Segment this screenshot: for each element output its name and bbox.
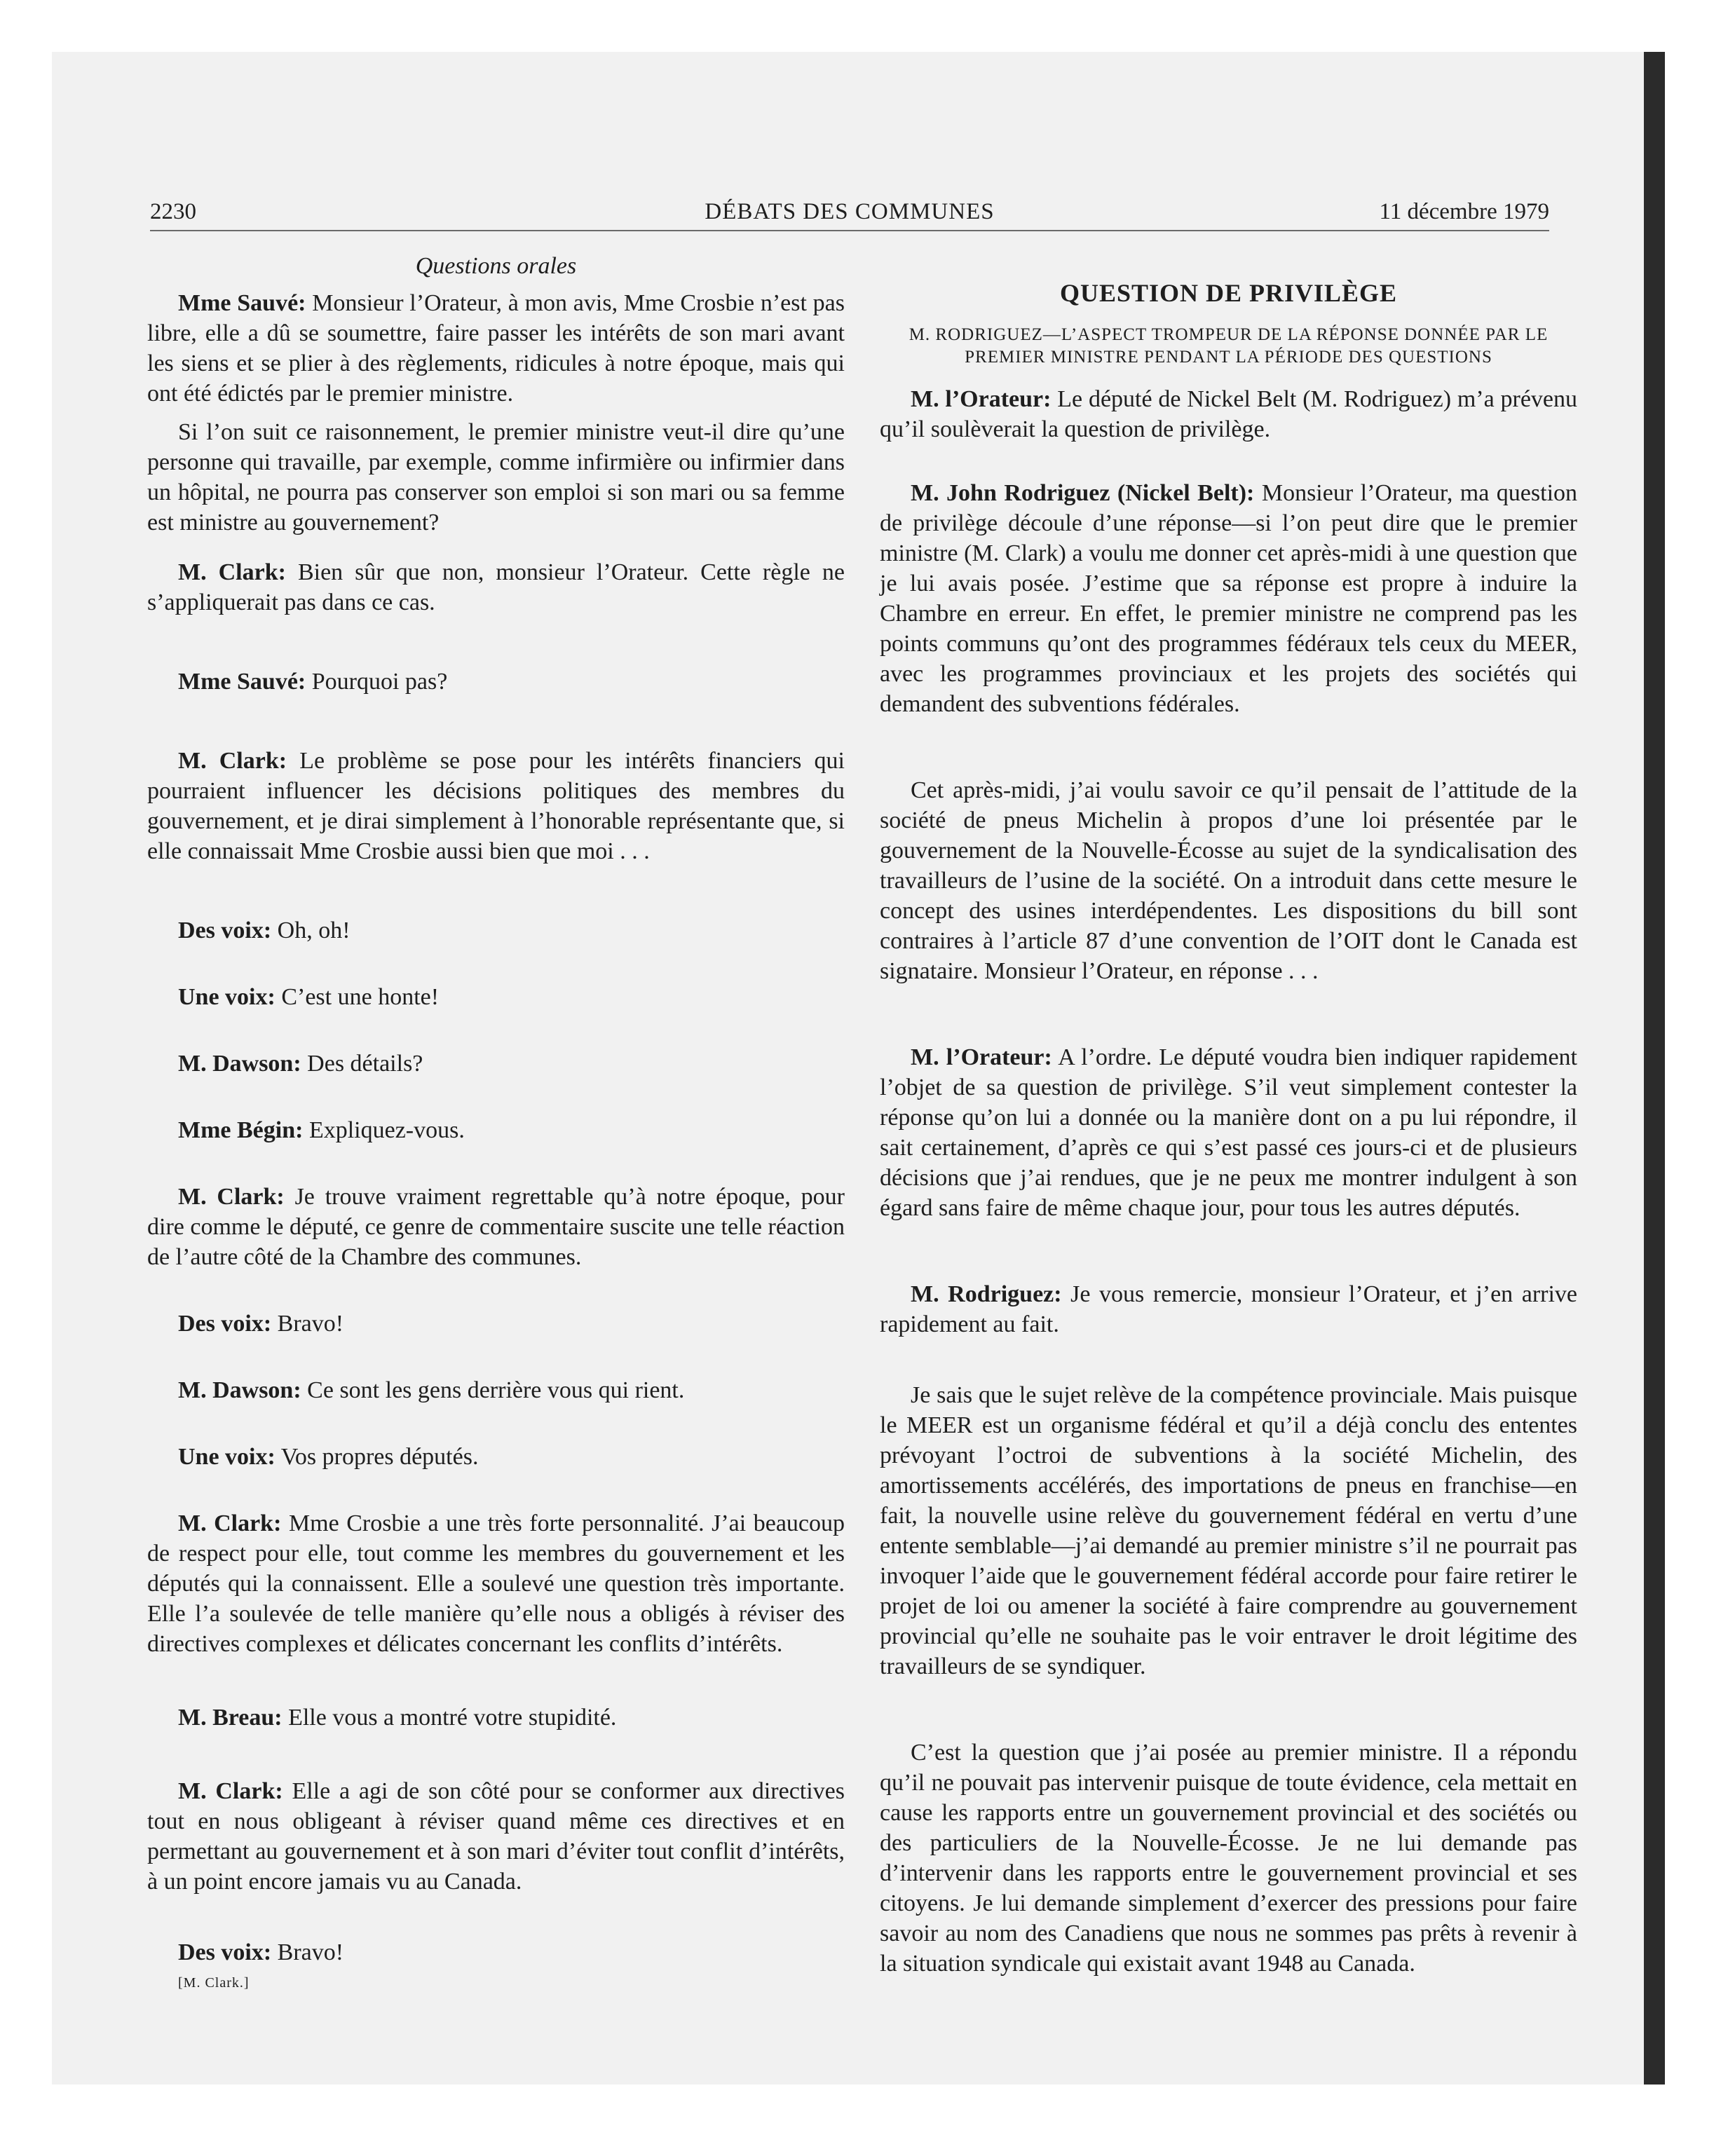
speech-text: Elle vous a montré votre stupidité. — [288, 1705, 617, 1731]
speech-paragraph — [147, 1182, 845, 1272]
page-header — [150, 198, 1549, 231]
speaker-name: M. l’Orateur: — [911, 386, 1052, 412]
speech-text: A l’ordre. Le député voudra bien indiquer rapidement l’objet de sa question de privilège. S’il veut simplement contester la réponse qu’on lui a donnée ou la manière dont on a pu lui répondre, il sait certainement, d’après ce qui s’est passé ces jours-ci et de plusieurs décisions que j’ai rendues, que je ne peux me montrer indulgent à son égard sans faire de même chaque jour, pour tous les autres députés. — [880, 1044, 1578, 1221]
speech-text: Je trouve vraiment regrettable qu’à notre époque, pour dire comme le député, ce genre de commentaire suscite une telle réaction de l’autre côté de la Chambre des communes. — [147, 1184, 845, 1270]
speech-paragraph — [147, 1776, 845, 1897]
speech-text: Bien sûr que non, monsieur l’Orateur. Cette règle ne s’appliquerait pas dans ce cas. — [147, 559, 845, 615]
speech-paragraph — [147, 1937, 845, 1967]
speech-paragraph — [147, 1508, 845, 1659]
speech-text: C’est la question que j’ai posée au premier ministre. Il a répondu qu’il ne pouvait pas intervenir puisque de toute évidence, cela mettait en cause les rapports entre un gouvernement provincial et des sociétés ou des particuliers de la Nouvelle-Écosse. Je ne lui demande pas d’intervenir dans les rapports entre le gouvernement provincial et ses citoyens. Je lui demande simplement d’exercer des pressions pour faire savoir au nom des Canadiens que nous ne sommes pas prêts à revenir à la situation syndicale qui existait avant 1948 au Canada. — [880, 1740, 1577, 1977]
right-column — [880, 251, 1577, 1979]
speaker-name: M. Clark: — [178, 1778, 283, 1804]
speech-text: Ce sont les gens derrière vous qui rient. — [307, 1377, 685, 1403]
speech-text: Je vous remercie, monsieur l’Orateur, et j’en arrive rapidement au fait. — [880, 1281, 1577, 1337]
speech-paragraph — [880, 384, 1577, 444]
scan-edge-shadow — [1644, 52, 1665, 2085]
speaker-name: Des voix: — [178, 917, 272, 943]
speaker-name: Des voix: — [178, 1311, 272, 1337]
speech-paragraph — [880, 775, 1577, 986]
right-entries — [880, 384, 1577, 1979]
speech-text: Des détails? — [307, 1051, 423, 1077]
speech-paragraph — [147, 746, 845, 866]
speech-text: Elle a agi de son côté pour se conformer aux directives tout en nous obligeant à réviser quand même ces directives et en permettant au gouvernement et à son mari d’éviter tout conflit d’intérêts, à un point encore jamais vu au Canada. — [147, 1778, 845, 1895]
speaker-name: Une voix: — [178, 984, 275, 1010]
speaker-name: M. Rodriguez: — [911, 1281, 1062, 1307]
speech-text: Bravo! — [277, 1311, 344, 1337]
speech-paragraph — [880, 1279, 1577, 1339]
speech-paragraph — [147, 1442, 845, 1472]
speaker-name: M. Clark: — [178, 748, 287, 774]
speech-text: Vos propres députés. — [280, 1444, 479, 1470]
speech-text: Monsieur l’Orateur, à mon avis, Mme Crosbie n’est pas libre, elle a dû se soumettre, faire passer les intérêts de son mari avant les siens et se plier à des règlements, ridicules à notre époque, mais qui ont été édictés par le premier ministre. — [147, 290, 845, 407]
speaker-name: Mme Sauvé: — [178, 669, 306, 695]
speech-paragraph — [880, 478, 1577, 719]
speech-paragraph — [147, 1049, 845, 1079]
speech-text: Le député de Nickel Belt (M. Rodriguez) m’a prévenu qu’il soulèverait la question de privilège. — [880, 386, 1577, 442]
speech-paragraph — [880, 1042, 1577, 1223]
speaker-name: M. Clark: — [178, 559, 286, 585]
speech-paragraph — [147, 1309, 845, 1339]
speech-paragraph — [147, 1115, 845, 1145]
section-subheading: M. RODRIGUEZ—L’ASPECT TROMPEUR DE LA RÉPONSE DONNÉE PAR LE PREMIER MINISTRE PENDANT LA PÉRIODE DES QUESTIONS — [909, 325, 1549, 367]
speaker-name: M. Dawson: — [178, 1377, 301, 1403]
journal-title: DÉBATS DES COMMUNES — [705, 199, 995, 224]
speech-paragraph — [147, 288, 845, 409]
speech-text: Je sais que le sujet relève de la compétence provinciale. Mais puisque le MEER est un organisme fédéral et qu’il a déjà conclu des ententes prévoyant l’octroi de subventions à la société Michelin, des amortissements accélérés, des importations de pneus en franchise—en fait, la nouvelle usine relève du gouvernement fédéral en vertu d’une entente semblable—j’ai demandé au premier ministre s’il ne pourrait pas invoquer l’aide que le gouvernement fédéral accorde pour faire retirer le projet de loi ou amener la société à faire comprendre au gouvernement provincial qu’elle ne souhaite pas le voir entraver le droit légitime des travailleurs de se syndiquer. — [880, 1382, 1577, 1679]
page-date: 11 décembre 1979 — [1379, 199, 1549, 224]
left-entries — [147, 288, 845, 1967]
speech-paragraph — [147, 667, 845, 697]
speaker-name: M. John Rodriguez (Nickel Belt): — [911, 480, 1255, 506]
speech-text: C’est une honte! — [281, 984, 440, 1010]
speech-paragraph — [880, 1738, 1577, 1979]
speech-text: Si l’on suit ce raisonnement, le premier ministre veut-il dire qu’une personne qui travaille, par exemple, comme infirmière ou infirmier dans un hôpital, ne pourra pas conserver son emploi si son mari ou sa femme est ministre au gouvernement? — [147, 419, 845, 535]
speech-paragraph — [147, 557, 845, 618]
speech-text: Cet après-midi, j’ai voulu savoir ce qu’il pensait de l’attitude de la société de pneus Michelin à propos d’une loi présentée par le gouvernement de la Nouvelle-Écosse au sujet de la syndicalisation des travailleurs de l’usine de la société. On a introduit dans cette mesure le concept des usines interdépendentes. Les dispositions du bill sont contraires à l’article 87 d’une convention de l’OIT dont le Canada est signataire. Monsieur l’Orateur, en réponse . . . — [880, 777, 1577, 984]
speaker-name: M. Breau: — [178, 1705, 283, 1731]
speech-text: Pourquoi pas? — [311, 669, 448, 695]
speaker-name: M. Dawson: — [178, 1051, 301, 1077]
speech-text: Expliquez-vous. — [308, 1117, 465, 1143]
speech-text: Mme Crosbie a une très forte personnalité. J’ai beaucoup de respect pour elle, tout comme les membres du gouvernement et les députés qui la connaissent. Elle a soulevé une question très importante. Elle l’a soulevée de telle manière qu’elle nous a obligés à réviser des directives complexes et délicates concernant les conflits d’intérêts. — [147, 1510, 845, 1657]
speech-paragraph — [147, 1375, 845, 1405]
speech-paragraph — [880, 1380, 1577, 1681]
speech-text: Monsieur l’Orateur, ma question de privilège découle d’une réponse—si l’on peut dire que le premier ministre (M. Clark) a voulu me donner cet après-midi à une question que je lui avais posée. J’estime que sa réponse est propre à induire la Chambre en erreur. En effet, le premier ministre ne comprend pas les points communs qu’ont des programmes fédéraux tels ceux du MEER, avec les programmes provinciaux et les projets des sociétés qui demandent des subventions fédérales. — [880, 480, 1578, 717]
section-label: Questions orales — [415, 253, 577, 279]
speaker-name: Des voix: — [178, 1939, 272, 1965]
speech-paragraph — [147, 982, 845, 1012]
speech-paragraph — [147, 1703, 845, 1733]
speaker-name: M. l’Orateur: — [911, 1044, 1052, 1070]
page-number: 2230 — [150, 199, 196, 224]
speech-text: Le problème se pose pour les intérêts financiers qui pourraient influencer les décisions politiques des membres du gouvernement, et je dirai simplement à l’honorable représentante que, si elle connaissait Mme Crosbie aussi bien que moi . . . — [147, 748, 845, 864]
section-title: QUESTION DE PRIVILÈGE — [1059, 279, 1398, 307]
speech-text: Bravo! — [277, 1939, 344, 1965]
speaker-name: Mme Bégin: — [178, 1117, 304, 1143]
footer-note: [M. Clark.] — [178, 1975, 250, 1991]
speech-paragraph — [147, 915, 845, 946]
speech-paragraph — [147, 417, 845, 538]
left-column — [147, 251, 845, 1991]
speech-text: Oh, oh! — [277, 917, 351, 943]
speaker-name: Une voix: — [178, 1444, 275, 1470]
speaker-name: M. Clark: — [178, 1510, 282, 1536]
speaker-name: M. Clark: — [178, 1184, 285, 1210]
speaker-name: Mme Sauvé: — [178, 290, 306, 316]
